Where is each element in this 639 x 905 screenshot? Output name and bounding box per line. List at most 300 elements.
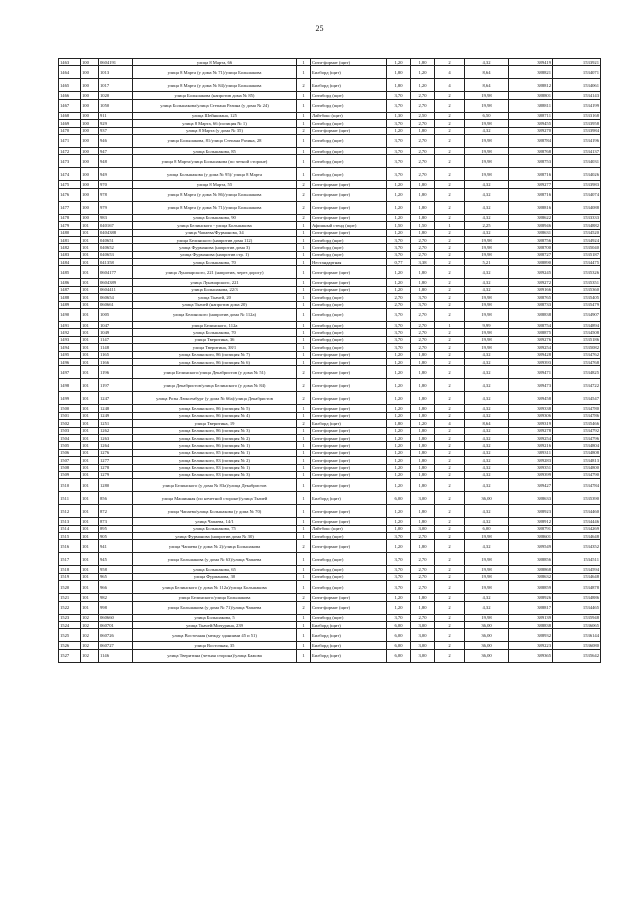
structure-type-cell: Ситиборд (щит)	[311, 236, 387, 243]
width-cell: 3,70	[387, 168, 411, 181]
sides-cell: 2	[435, 147, 465, 154]
sides-cell: 2	[435, 412, 465, 419]
sides-cell: 2	[435, 434, 465, 441]
area-cell: 19,98	[465, 329, 509, 336]
structure-code-cell: 945	[99, 553, 133, 566]
table-row	[59, 405, 601, 412]
height-cell: 1,80	[411, 518, 435, 525]
quantity-cell: 1	[297, 573, 311, 580]
height-cell: 1,50	[411, 222, 435, 229]
structure-code-cell: 1262	[99, 427, 133, 434]
area-cell: 4,32	[465, 471, 509, 478]
row-number-cell: 1474	[59, 168, 81, 181]
row-number-cell: 1480	[59, 229, 81, 236]
x-coordinate-cell: 389306	[509, 412, 553, 419]
quantity-cell: 1	[297, 464, 311, 471]
structure-code-cell: 040652	[99, 244, 133, 251]
structure-type-cell: Ситиборд (щит)	[311, 99, 387, 112]
zone-cell: 101	[81, 405, 99, 412]
x-coordinate-cell: 388816	[509, 201, 553, 214]
area-cell: 36,00	[465, 629, 509, 642]
address-cell: улица Машинная (по нечетной стороне)/улица Ткачей	[133, 492, 297, 505]
area-cell: 4,32	[465, 229, 509, 236]
width-cell: 1,20	[387, 366, 411, 379]
width-cell: 6,00	[387, 642, 411, 649]
x-coordinate-cell: 388801	[509, 92, 553, 99]
height-cell: 1,80	[411, 181, 435, 188]
address-cell: улица Тверитина (четная сторона)/улица Бажова	[133, 649, 297, 662]
width-cell: 3,70	[387, 251, 411, 258]
zone-cell: 100	[81, 147, 99, 154]
height-cell: 2,70	[411, 309, 435, 322]
row-number-cell: 1497	[59, 366, 81, 379]
structure-code-cell: 1279	[99, 471, 133, 478]
area-cell: 4,32	[465, 427, 509, 434]
x-coordinate-cell: 389319	[509, 420, 553, 427]
table-row	[59, 412, 601, 419]
x-coordinate-cell: 389283	[509, 457, 553, 464]
zone-cell: 101	[81, 358, 99, 365]
table-row	[59, 188, 601, 201]
x-coordinate-cell: 388622	[509, 214, 553, 221]
row-number-cell: 1486	[59, 279, 81, 286]
row-number-cell: 1493	[59, 336, 81, 343]
address-cell: улица Большакова (у дома № 95)/ улица 8 Марта	[133, 168, 297, 181]
quantity-cell: 1	[297, 566, 311, 573]
structure-type-cell: Сити-формат (щит)	[311, 464, 387, 471]
structure-type-cell: Сити-формат (щит)	[311, 392, 387, 405]
area-cell: 4,32	[465, 181, 509, 188]
row-number-cell: 1524	[59, 622, 81, 629]
x-coordinate-cell: 389223	[509, 642, 553, 649]
sides-cell: 2	[435, 214, 465, 221]
area-cell: 19,98	[465, 155, 509, 168]
sides-cell: 1	[435, 222, 465, 229]
structure-type-cell: Сити-формат (щит)	[311, 229, 387, 236]
row-number-cell: 1472	[59, 147, 81, 154]
row-number-cell: 1513	[59, 518, 81, 525]
height-cell: 2,70	[411, 336, 435, 343]
y-coordinate-cell: 1534882	[553, 222, 601, 229]
structure-type-cell: Сити-формат (щит)	[311, 188, 387, 201]
sides-cell: 2	[435, 492, 465, 505]
address-cell: улица Белинского, 86 (позиция № 6)	[133, 358, 297, 365]
height-cell: 1,80	[411, 464, 435, 471]
table-row	[59, 566, 601, 573]
row-number-cell: 1504	[59, 434, 81, 441]
y-coordinate-cell: 1534026	[553, 168, 601, 181]
width-cell: 1,20	[387, 457, 411, 464]
y-coordinate-cell: 1534511	[553, 553, 601, 566]
quantity-cell: 2	[297, 379, 311, 392]
address-cell: улица Белинского, 83 (позиция № 2)	[133, 457, 297, 464]
x-coordinate-cell: 388912	[509, 518, 553, 525]
sides-cell: 2	[435, 259, 465, 266]
height-cell: 1,80	[411, 379, 435, 392]
structure-type-cell: Сити-формат (щит)	[311, 405, 387, 412]
row-number-cell: 1475	[59, 181, 81, 188]
area-cell: 19,98	[465, 294, 509, 301]
structure-code-cell: 1017	[99, 79, 133, 92]
width-cell: 1,20	[387, 392, 411, 405]
width-cell: 1,80	[387, 420, 411, 427]
area-cell: 4,32	[465, 518, 509, 525]
table-row	[59, 59, 601, 66]
width-cell: 1,30	[387, 112, 411, 119]
structure-type-cell: Ситиборд (щит)	[311, 566, 387, 573]
table-row	[59, 471, 601, 478]
address-cell: улица Тверитина, 36	[133, 336, 297, 343]
x-coordinate-cell: 389338	[509, 405, 553, 412]
structure-code-cell: 998	[99, 601, 133, 614]
area-cell: 19,98	[465, 553, 509, 566]
height-cell: 1,80	[411, 351, 435, 358]
area-cell: 4,32	[465, 505, 509, 518]
sides-cell: 2	[435, 251, 465, 258]
zone-cell: 101	[81, 279, 99, 286]
height-cell: 2,70	[411, 168, 435, 181]
zone-cell: 101	[81, 266, 99, 279]
area-cell: 19,98	[465, 134, 509, 147]
x-coordinate-cell: 389277	[509, 181, 553, 188]
sides-cell: 2	[435, 329, 465, 336]
address-cell: улица Большакова, 75	[133, 525, 297, 532]
sides-cell: 2	[435, 236, 465, 243]
quantity-cell: 1	[297, 329, 311, 336]
height-cell: 2,70	[411, 251, 435, 258]
zone-cell: 101	[81, 492, 99, 505]
x-coordinate-cell: 388700	[509, 244, 553, 251]
width-cell: 1,20	[387, 358, 411, 365]
address-cell: улица Белинского (напротив дома 112)	[133, 236, 297, 243]
width-cell: 3,70	[387, 236, 411, 243]
table-row	[59, 181, 601, 188]
y-coordinate-cell: 1534143	[553, 92, 601, 99]
table-body	[59, 59, 601, 663]
address-cell: улица Чапаева, 14/1	[133, 518, 297, 525]
structure-type-cell: Ситиборд (щит)	[311, 614, 387, 621]
row-number-cell: 1507	[59, 457, 81, 464]
zone-cell: 101	[81, 573, 99, 580]
y-coordinate-cell: 1534784	[553, 479, 601, 492]
y-coordinate-cell: 1534137	[553, 147, 601, 154]
address-cell: улица 8 Марта (у дома № 71)/улица Большакова	[133, 66, 297, 79]
row-number-cell: 1506	[59, 449, 81, 456]
height-cell: 1,80	[411, 457, 435, 464]
address-cell: улица Фурманова (напротив дома № 30)	[133, 533, 297, 540]
zone-cell: 101	[81, 479, 99, 492]
structure-code-cell: 1263	[99, 434, 133, 441]
x-coordinate-cell: 389549	[509, 540, 553, 553]
height-cell: 2,70	[411, 244, 435, 251]
zone-cell: 101	[81, 457, 99, 464]
y-coordinate-cell: 1533168	[553, 112, 601, 119]
height-cell: 1,80	[411, 471, 435, 478]
sides-cell: 2	[435, 309, 465, 322]
table-row	[59, 134, 601, 147]
x-coordinate-cell: 388716	[509, 168, 553, 181]
area-cell: 4,32	[465, 358, 509, 365]
address-cell: улица 8 Марта, 66 (позиция № 1)	[133, 120, 297, 127]
area-cell: 19,98	[465, 614, 509, 621]
structure-code-cell: 982	[99, 594, 133, 601]
height-cell: 2,70	[411, 581, 435, 594]
row-number-cell: 1482	[59, 244, 81, 251]
table-row	[59, 492, 601, 505]
structure-type-cell: Сити-формат (щит)	[311, 427, 387, 434]
row-number-cell: 1516	[59, 540, 81, 553]
area-cell: 4,32	[465, 405, 509, 412]
sides-cell: 2	[435, 525, 465, 532]
area-cell: 19,98	[465, 99, 509, 112]
zone-cell: 101	[81, 222, 99, 229]
quantity-cell: 1	[297, 222, 311, 229]
height-cell: 1,80	[411, 479, 435, 492]
address-cell: улица Белинского, 86 (позиция № 2)	[133, 434, 297, 441]
quantity-cell: 1	[297, 442, 311, 449]
height-cell: 1,80	[411, 279, 435, 286]
quantity-cell: 1	[297, 66, 311, 79]
width-cell: 1,20	[387, 412, 411, 419]
width-cell: 1,20	[387, 464, 411, 471]
structure-code-cell: 1197	[99, 379, 133, 392]
x-coordinate-cell: 388733	[509, 301, 553, 308]
quantity-cell: 1	[297, 449, 311, 456]
sides-cell: 2	[435, 344, 465, 351]
structure-type-cell: Сити-формат (щит)	[311, 358, 387, 365]
row-number-cell: 1494	[59, 344, 81, 351]
page-number: 25	[315, 24, 324, 33]
address-cell: улица Белинского, 86 (позиция № 3)	[133, 427, 297, 434]
structure-code-cell: 041358	[99, 259, 133, 266]
width-cell: 1,20	[387, 351, 411, 358]
x-coordinate-cell: 389458	[509, 392, 553, 405]
zone-cell: 102	[81, 649, 99, 662]
height-cell: 2,70	[411, 573, 435, 580]
y-coordinate-cell: 1536065	[553, 622, 601, 629]
x-coordinate-cell: 389311	[509, 449, 553, 456]
sides-cell: 2	[435, 336, 465, 343]
x-coordinate-cell: 389471	[509, 366, 553, 379]
zone-cell: 101	[81, 464, 99, 471]
width-cell: 1,20	[387, 279, 411, 286]
x-coordinate-cell: 388838	[509, 309, 553, 322]
address-cell: улица Тверитина, 38/1	[133, 344, 297, 351]
row-number-cell: 1511	[59, 492, 81, 505]
table-row	[59, 434, 601, 441]
zone-cell: 101	[81, 594, 99, 601]
table-row	[59, 553, 601, 566]
width-cell: 1,20	[387, 214, 411, 221]
height-cell: 2,70	[411, 614, 435, 621]
row-number-cell: 1469	[59, 120, 81, 127]
table-row	[59, 457, 601, 464]
quantity-cell: 1	[297, 405, 311, 412]
zone-cell: 100	[81, 181, 99, 188]
table-row	[59, 533, 601, 540]
width-cell: 1,20	[387, 471, 411, 478]
row-number-cell: 1476	[59, 188, 81, 201]
area-cell: 4,32	[465, 479, 509, 492]
width-cell: 3,70	[387, 244, 411, 251]
structure-code-cell: 060727	[99, 642, 133, 649]
x-coordinate-cell: 389419	[509, 59, 553, 66]
sides-cell: 2	[435, 457, 465, 464]
address-cell: улица Большакова (напротив дома № 85)	[133, 92, 297, 99]
structure-type-cell: Ситиборд (щит)	[311, 573, 387, 580]
address-cell: улица Белинского, 86 (позиция № 4)	[133, 412, 297, 419]
structure-code-cell: 1278	[99, 464, 133, 471]
height-cell: 1,80	[411, 127, 435, 134]
width-cell: 2,70	[387, 294, 411, 301]
row-number-cell: 1471	[59, 134, 81, 147]
address-cell: улица Белинского, 112а	[133, 322, 297, 329]
table-row	[59, 259, 601, 266]
address-cell: улица Большакова, 90	[133, 214, 297, 221]
table-row	[59, 614, 601, 621]
quantity-cell: 1	[297, 236, 311, 243]
row-number-cell: 1479	[59, 222, 81, 229]
quantity-cell: 1	[297, 59, 311, 66]
quantity-cell: 1	[297, 134, 311, 147]
table-row	[59, 344, 601, 351]
address-cell: улица Большакова, 70	[133, 329, 297, 336]
structure-type-cell: Сити-формат (щит)	[311, 279, 387, 286]
structure-code-cell: 1020	[99, 92, 133, 99]
sides-cell: 2	[435, 301, 465, 308]
sides-cell: 2	[435, 366, 465, 379]
quantity-cell: 2	[297, 214, 311, 221]
height-cell: 1,80	[411, 59, 435, 66]
row-number-cell: 1500	[59, 405, 81, 412]
area-cell: 5,21	[465, 259, 509, 266]
structure-code-cell: 965	[99, 573, 133, 580]
quantity-cell: 1	[297, 629, 311, 642]
zone-cell: 101	[81, 366, 99, 379]
y-coordinate-cell: 1535360	[553, 286, 601, 293]
zone-cell: 100	[81, 134, 99, 147]
height-cell: 1,80	[411, 427, 435, 434]
width-cell: 1,20	[387, 479, 411, 492]
area-cell: 4,32	[465, 449, 509, 456]
y-coordinate-cell: 1534196	[553, 134, 601, 147]
y-coordinate-cell: 1535040	[553, 244, 601, 251]
sides-cell: 2	[435, 351, 465, 358]
height-cell: 1,80	[411, 449, 435, 456]
y-coordinate-cell: 1534648	[553, 573, 601, 580]
structure-type-cell: Билборд (щит)	[311, 622, 387, 629]
row-number-cell: 1492	[59, 329, 81, 336]
sides-cell: 2	[435, 594, 465, 601]
height-cell: 1,80	[411, 434, 435, 441]
x-coordinate-cell: 388753	[509, 155, 553, 168]
structure-code-cell: 1251	[99, 420, 133, 427]
structure-type-cell: Ситиборд (щит)	[311, 336, 387, 343]
structure-type-cell: Сити-формат (щит)	[311, 540, 387, 553]
structure-type-cell: Сити-формат (щит)	[311, 412, 387, 419]
zone-cell: 101	[81, 229, 99, 236]
quantity-cell: 1	[297, 244, 311, 251]
x-coordinate-cell: 389455	[509, 120, 553, 127]
row-number-cell: 1477	[59, 201, 81, 214]
structure-type-cell: Ситиборд (щит)	[311, 251, 387, 258]
area-cell: 4,32	[465, 392, 509, 405]
zone-cell: 100	[81, 99, 99, 112]
y-coordinate-cell: 1535948	[553, 614, 601, 621]
row-number-cell: 1508	[59, 464, 81, 471]
y-coordinate-cell: 1535187	[553, 251, 601, 258]
sides-cell: 2	[435, 181, 465, 188]
x-coordinate-cell: 388756	[509, 236, 553, 243]
sides-cell: 2	[435, 358, 465, 365]
row-number-cell: 1487	[59, 286, 81, 293]
x-coordinate-cell: 388890	[509, 259, 553, 266]
structure-type-cell: Ситиборд (щит)	[311, 244, 387, 251]
y-coordinate-cell: 1534071	[553, 66, 601, 79]
x-coordinate-cell: 388711	[509, 112, 553, 119]
height-cell: 3,00	[411, 622, 435, 629]
y-coordinate-cell: 1534031	[553, 155, 601, 168]
quantity-cell: 1	[297, 622, 311, 629]
structure-type-cell: Билборд (щит)	[311, 492, 387, 505]
quantity-cell: 2	[297, 601, 311, 614]
height-cell: 1,80	[411, 405, 435, 412]
area-cell: 19,98	[465, 236, 509, 243]
y-coordinate-cell: 1535479	[553, 301, 601, 308]
structure-type-cell: Билборд (щит)	[311, 649, 387, 662]
structure-type-cell: Ситиборд (щит)	[311, 581, 387, 594]
x-coordinate-cell: 389427	[509, 479, 553, 492]
area-cell: 19,98	[465, 147, 509, 154]
area-cell: 19,98	[465, 533, 509, 540]
width-cell: 3,70	[387, 573, 411, 580]
structure-code-cell: 958	[99, 566, 133, 573]
y-coordinate-cell: 1533958	[553, 120, 601, 127]
structure-type-cell: Афишный стенд (щит)	[311, 222, 387, 229]
area-cell: 4,32	[465, 442, 509, 449]
structure-code-cell: 978	[99, 188, 133, 201]
row-number-cell: 1489	[59, 301, 81, 308]
table-row	[59, 120, 601, 127]
sides-cell: 2	[435, 229, 465, 236]
width-cell: 1,20	[387, 229, 411, 236]
address-cell: улица Белинского, 86 (позиция № 1)	[133, 442, 297, 449]
sides-cell: 2	[435, 449, 465, 456]
table-row	[59, 329, 601, 336]
area-cell: 19,98	[465, 301, 509, 308]
table-row	[59, 442, 601, 449]
x-coordinate-cell: 388817	[509, 601, 553, 614]
address-cell: улица Тверитина, 19	[133, 420, 297, 427]
zone-cell: 101	[81, 259, 99, 266]
structure-code-cell: 929	[99, 120, 133, 127]
zone-cell: 101	[81, 533, 99, 540]
x-coordinate-cell: 389351	[509, 464, 553, 471]
zone-cell: 102	[81, 629, 99, 642]
structure-type-cell: Билборд (щит)	[311, 79, 387, 92]
quantity-cell: 1	[297, 492, 311, 505]
zone-cell: 101	[81, 553, 99, 566]
height-cell: 2,70	[411, 155, 435, 168]
y-coordinate-cell: 1534894	[553, 322, 601, 329]
zone-cell: 100	[81, 188, 99, 201]
structure-code-cell: 1166	[99, 358, 133, 365]
structure-type-cell: Сити-формат (щит)	[311, 434, 387, 441]
address-cell: улица 8 Марта (у дома № 84)/улица Большакова	[133, 79, 297, 92]
row-number-cell: 1473	[59, 155, 81, 168]
height-cell: 1,80	[411, 358, 435, 365]
x-coordinate-cell: 388791	[509, 525, 553, 532]
